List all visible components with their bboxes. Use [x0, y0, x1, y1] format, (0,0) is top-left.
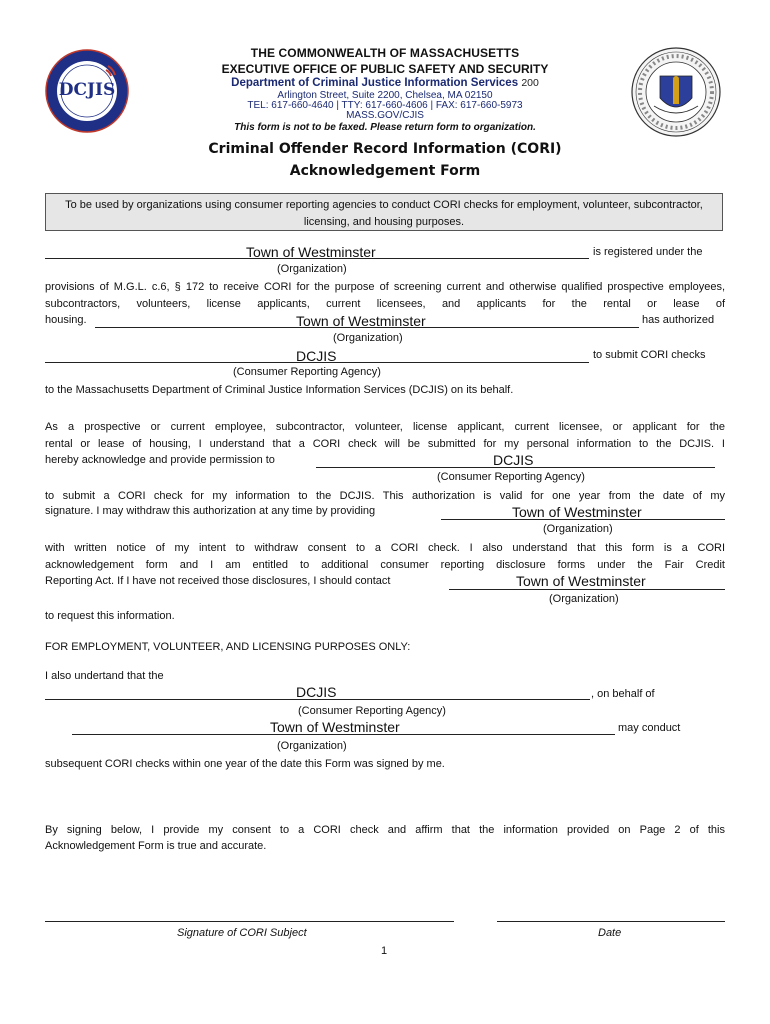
- header-department-suite: 200: [521, 77, 539, 89]
- org-value-1[interactable]: Town of Westminster: [246, 244, 376, 260]
- prospective-line-3: hereby acknowledge and provide permission to: [45, 454, 275, 466]
- header-department: [200, 77, 570, 89]
- dcjis-logo-text: DCJIS: [58, 80, 116, 100]
- cra-caption-3: (Consumer Reporting Agency): [298, 705, 446, 717]
- to-submit-text: to submit CORI checks: [593, 349, 706, 361]
- registered-text: is registered under the: [593, 246, 703, 258]
- header-department-name: Department of Criminal Justice Information Services: [231, 77, 519, 89]
- cra-value-1[interactable]: DCJIS: [296, 348, 337, 364]
- header-fax-note: This form is not to be faxed. Please return form to organization.: [234, 122, 536, 133]
- consent-line-2: Acknowledgement Form is true and accurate.: [45, 840, 267, 852]
- employment-heading: FOR EMPLOYMENT, VOLUNTEER, AND LICENSING PURPOSES ONLY:: [45, 641, 411, 653]
- org-value-3[interactable]: Town of Westminster: [512, 504, 642, 520]
- org-caption-5: (Organization): [277, 740, 347, 752]
- org-caption-4: (Organization): [549, 593, 619, 605]
- cra-caption-2: (Consumer Reporting Agency): [437, 471, 585, 483]
- org-caption-3: (Organization): [543, 523, 613, 535]
- org-caption-1: (Organization): [277, 263, 347, 275]
- submit-line-2: signature. I may withdraw this authorization at any time by providing: [45, 505, 376, 517]
- submit-line-1: to submit a CORI check for my information to the DCJIS. This authorization is valid for one year from the date of my: [45, 490, 725, 502]
- may-conduct-text: may conduct: [618, 722, 681, 734]
- header-eopss: EXECUTIVE OFFICE OF PUBLIC SAFETY AND SECURITY: [221, 62, 549, 76]
- header-phones: TEL: 617-660-4640 | TTY: 617-660-4606 | FAX: 617-660-5973: [247, 100, 523, 111]
- massachusetts-seal-icon: [630, 46, 722, 138]
- intro-box: To be used by organizations using consumer reporting agencies to conduct CORI checks for employment, volunteer, subcontractor, licensing, and housing purposes.: [45, 193, 723, 231]
- page-number: 1: [381, 945, 388, 957]
- dcjis-logo: [44, 48, 130, 134]
- notice-line-1: with written notice of my intent to withdraw consent to a CORI check. I also understand that this form is a CORI: [45, 542, 725, 554]
- cra-value-2[interactable]: DCJIS: [493, 452, 534, 468]
- header-website: MASS.GOV/CJIS: [346, 110, 424, 121]
- request-text: to request this information.: [45, 610, 175, 622]
- org-line-4[interactable]: [449, 589, 725, 590]
- signature-label: Signature of CORI Subject: [177, 927, 307, 939]
- consent-line-1: By signing below, I provide my consent to a CORI check and affirm that the information provided on Page 2 of this: [45, 824, 725, 836]
- cra-caption-1: (Consumer Reporting Agency): [233, 366, 381, 378]
- date-line[interactable]: [497, 921, 725, 922]
- notice-line-3: Reporting Act. If I have not received those disclosures, I should contact: [45, 575, 391, 587]
- prospective-line-2: rental or lease of housing, I understand that a CORI check will be submitted for my personal information to the DCJIS. I: [45, 438, 725, 450]
- header-commonwealth: THE COMMONWEALTH OF MASSACHUSETTS: [250, 46, 520, 60]
- header-address: Arlington Street, Suite 2200, Chelsea, MA 02150: [277, 90, 493, 101]
- form-title: Criminal Offender Record Information (CORI): [208, 141, 562, 157]
- prospective-line-1: As a prospective or current employee, subcontractor, volunteer, license applicant, current licensee, or applicant for the: [45, 421, 725, 433]
- has-authorized-text: has authorized: [642, 314, 715, 326]
- subsequent-text: subsequent CORI checks within one year of the date this Form was signed by me.: [45, 758, 445, 770]
- notice-line-2: acknowledgement form and I am entitled to additional consumer reporting disclosure forms under the Fair Credit: [45, 559, 725, 571]
- cra-value-3[interactable]: DCJIS: [296, 684, 337, 700]
- to-mass-text: to the Massachusetts Department of Criminal Justice Information Services (DCJIS) on its behalf.: [45, 384, 514, 396]
- form-subtitle: Acknowledgement Form: [289, 163, 481, 179]
- org-value-4[interactable]: Town of Westminster: [516, 573, 646, 589]
- date-label: Date: [598, 927, 622, 939]
- signature-line[interactable]: [45, 921, 454, 922]
- also-understand-text: I also undertand that the: [45, 670, 164, 682]
- org-value-2[interactable]: Town of Westminster: [296, 313, 426, 329]
- org-value-5[interactable]: Town of Westminster: [270, 719, 400, 735]
- housing-text: housing.: [45, 314, 87, 326]
- provisions-paragraph: provisions of M.G.L. c.6, § 172 to receive CORI for the purpose of screening current and otherwise qualified prospective employees, subcontractors, volunteers, license applicants, current licensees, and applicants for the rental or lease of: [45, 281, 725, 310]
- org-caption-2: (Organization): [333, 332, 403, 344]
- on-behalf-text: , on behalf of: [591, 688, 655, 700]
